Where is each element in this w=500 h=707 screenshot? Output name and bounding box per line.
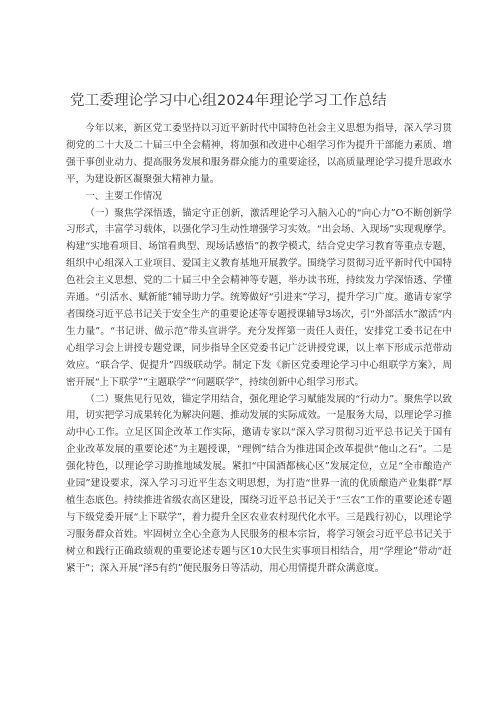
- intro-paragraph: 今年以来，新区党工委坚持以习近平新时代中国特色社会主义思想为指导，深入学习贯彻党的二十大及二十届三中全会精神，将加强和改进中心组学习作为提升干部能力素质、增强干事创业动力、提高服务发展和服务群众能力的重要途径，以高质量理论学习提升思政水平，为建设新区凝聚强大精神力量。: [66, 123, 452, 185]
- document-title: 党工委理论学习中心组2024年理论学习工作总结: [70, 93, 387, 109]
- paragraph-1: （一）聚焦学深悟透，锚定守正创新，激活理论学习入脑入心的“向心力”O不断创新学习形式，丰富学习载体，以强化学习生动性增强学习实效。“出会场、入现场”实现观摩学。构建“实地看项目、场馆看典型、现场话感悟”的教学模式，结合党史学习教育等重点专题，组织中心组深入工业项目、爱国主义教育基地开展教学。围绕学习贯彻习近平新时代中国特色社会主义思想、党的二十届三中全会精神等专题，举办读书班，持续发力学深悟透、学懂弄通。“引活水、赋新能”辅导助力学。统筹做好“引进来”学习，提升学习广度。邀请专家学者围绕习近平总书记关于安全生产的重要论述等专题授课辅导3场次，引“外部活水”激活“内生力量”。“书记讲、做示范”带头宣讲学。充分发挥第一责任人责任，安排党工委书记在中心组学习会上讲授专题党课，同步指导全区党委书记广泛讲授党课，以上率下形成示范带动效应。“联合学、促提升”四级联动学。制定下发《新区党委理论学习中心组联学方案》，周密开展“上下联学”“主题联学”“问题联学”，持续创新中心组学习形式。: [66, 207, 452, 388]
- paragraph-2: （二）聚焦见行见效，锚定学用结合，强化理论学习赋能发展的“行动力”。聚焦学以致用，切实把学习成果转化为解决问题、推动发展的实际成效。一是服务大局，以理论学习推动中心工作。立足区国企改革工作实际，邀请专家以“深入学习贯彻习近平总书记关于国有企业改革发展的重要论述”为主题授课，“理例”结合为推进国企改革提供“他山之石”。二是强化特色，以理论学习助推地域发展。紧扣“中国酒都核心区”发展定位，立足“全市酿造产业园”建设要求，深入学习习近平生态文明思想，为打造“世界一流的优质酿造产业集群”厚植生态底色。持续推进省级农高区建设，围绕习近平总书记关于“三农”工作的重要论述专题与下级党委开展“上下联学”，着力提升全区农业农村现代化水平。三是践行初心，以理论学习服务群众首姓。牢固树立全心全意为人民服务的根本宗旨，将学习领会习近平总书记关于树立和践行正确政绩观的重要论述专题与区10大民生实事项目相结合，用“学理论”带动“赶紧干”；深入开展“泽5有约”便民服务日等活动，用心用情提升群众满意度。: [66, 393, 452, 574]
- document-body: [66, 121, 452, 577]
- section-heading: 一、主要工作情况: [85, 190, 162, 202]
